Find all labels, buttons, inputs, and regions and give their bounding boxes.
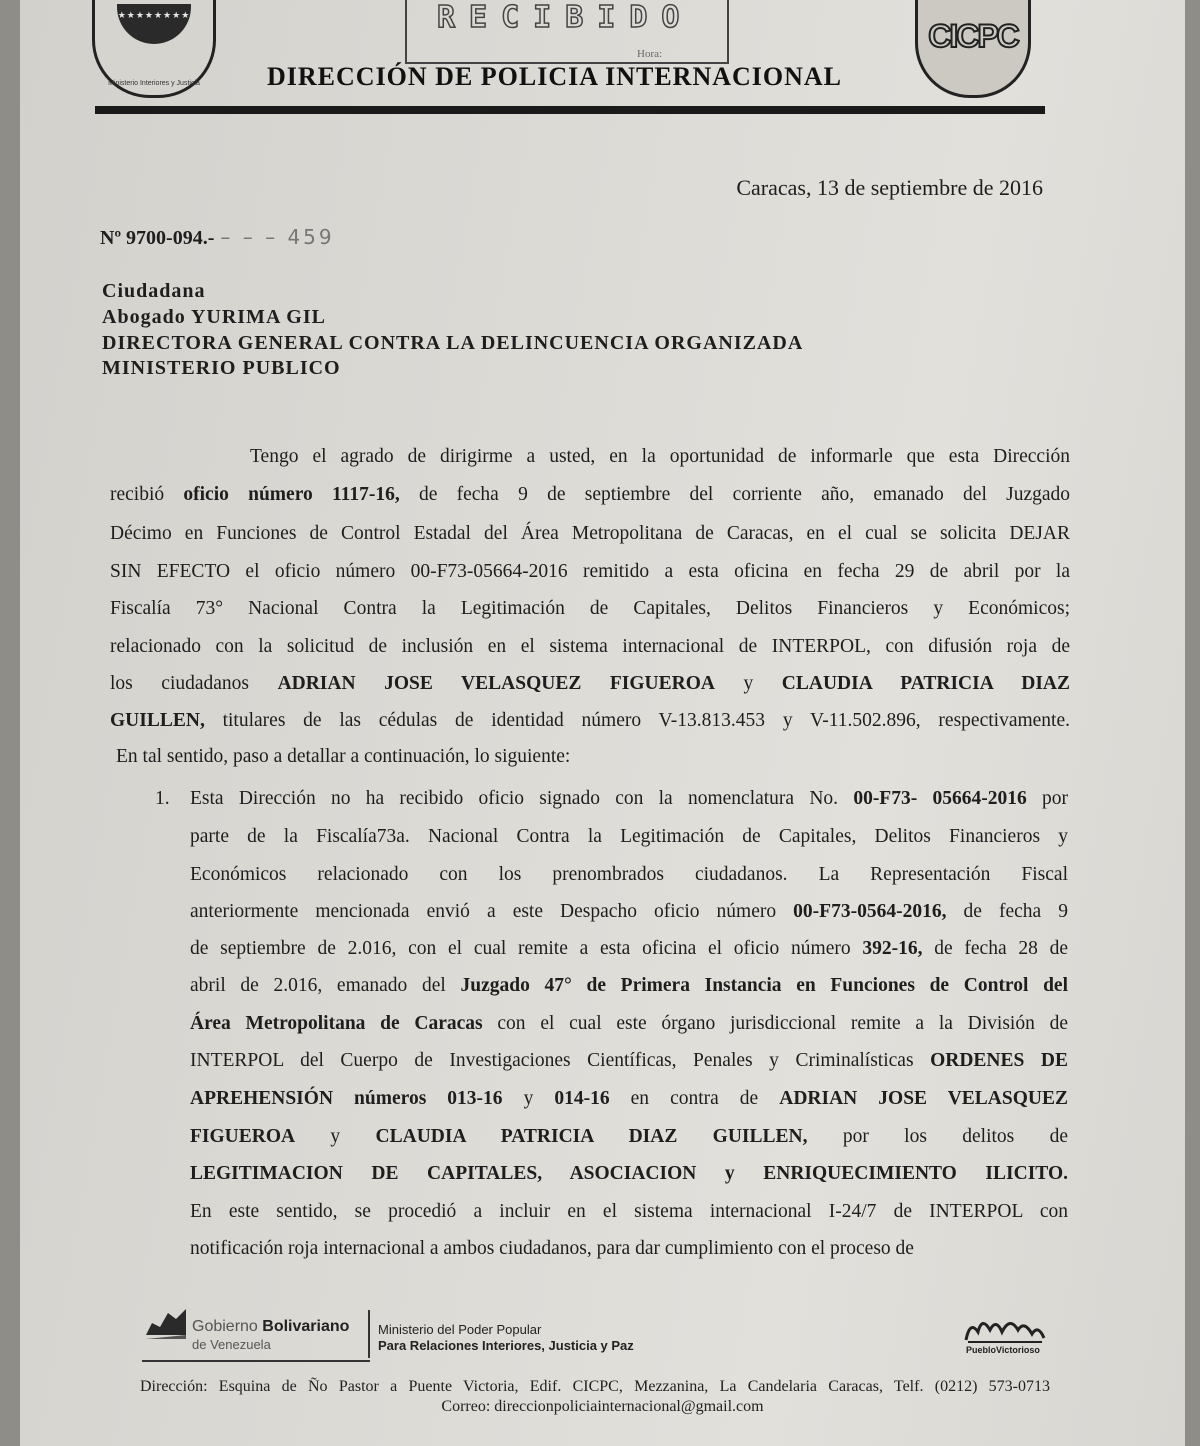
cicpc-monogram: CICPC [928,18,1018,54]
reference-number [100,225,335,250]
ministry-seal-logo [92,0,216,98]
item-line: Económicos relacionado con los prenombrados ciudadanos. La Representación Fiscal [190,864,1068,885]
body-line: En tal sentido, paso a detallar a continuación, lo siguiente: [116,746,571,767]
item-line: FIGUEROA y CLAUDIA PATRICIA DIAZ GUILLEN, por los delitos de [190,1126,1069,1147]
item-line: anteriormente mencionada envió a este Despacho oficio número 00-F73-0564-2016, de fecha 9 [190,901,1068,922]
recipient-salutation: Ciudadana [102,280,206,302]
footer-address: Dirección: Esquina de Ño Pastor a Puente Victoria, Edif. CICPC, Mezzanina, La Candelaria Caracas, Telf. (0212) 573-0713 [140,1378,1050,1395]
ministry-line-2: Para Relaciones Interiores, Justicia y Paz [378,1338,634,1353]
recipient-name: Abogado YURIMA GIL [102,306,326,328]
list-item-number: 1. [155,788,170,809]
seal-ring-text: Ministerio Interiores y Justicia [108,80,200,87]
body-line: Tengo el agrado de dirigirme a usted, en la oportunidad de informarle que esta Dirección [250,446,1070,467]
recipient-institution: MINISTERIO PUBLICO [102,357,341,379]
item-line: En este sentido, se procedió a incluir en el sistema internacional I-24/7 de INTERPOL con [190,1201,1068,1222]
body-line: Fiscalía 73° Nacional Contra la Legitimación de Capitales, Delitos Financieros y Económicos; [110,598,1070,619]
item-line: APREHENSIÓN números 013-16 y 014-16 en contra de ADRIAN JOSE VELASQUEZ [190,1088,1069,1109]
cicpc-shield-logo [915,0,1031,98]
item-line: LEGITIMACION DE CAPITALES, ASOCIACION y ENRIQUECIMIENTO ILICITO. [190,1163,1068,1184]
document-page [20,0,1185,1446]
item-line: abril de 2.016, emanado del Juzgado 47° de Primera Instancia en Funciones de Control del [190,975,1068,996]
stamp-word: RECIBIDO [437,0,694,35]
government-flag-icon [142,1305,190,1345]
stamp-hora: Hora: [637,48,663,60]
footer-email: Correo: direccionpoliciainternacional@gmail.com [441,1398,764,1415]
item-line: notificación roja internacional a ambos ciudadanos, para dar cumplimiento con el proceso de [190,1238,914,1259]
item-line: Área Metropolitana de Caracas con el cual este órgano jurisdiccional remite a la División de [190,1013,1068,1034]
footer-separator [368,1310,370,1358]
recipient-position: DIRECTORA GENERAL CONTRA LA DELINCUENCIA ORGANIZADA [102,332,804,354]
header-divider [95,106,1045,114]
item-line: de septiembre de 2.016, con el cual remite a esta oficina el oficio número 392-16, de fecha 28 de [190,938,1068,959]
body-line: relacionado con la solicitud de inclusión en el sistema internacional de INTERPOL, con difusión roja de [110,636,1070,657]
item-line: INTERPOL del Cuerpo de Investigaciones Científicas, Penales y Criminalísticas ORDENES DE [190,1050,1068,1071]
document-date: Caracas, 13 de septiembre de 2016 [736,175,1043,200]
body-line: Décimo en Funciones de Control Estadal del Área Metropolitana de Caracas, en el cual se solicita DEJAR [110,523,1070,544]
star-flag-icon: ★★★★★★★★ [117,4,191,44]
body-line: GUILLEN, titulares de las cédulas de identidad número V-13.813.453 y V-11.502.896, respectivamente. [110,710,1070,731]
received-stamp [405,0,729,64]
body-line: recibió oficio número 1117-16, de fecha 9 de septiembre del corriente año, emanado del Juzgado [110,484,1070,505]
body-line: los ciudadanos ADRIAN JOSE VELASQUEZ FIGUEROA y CLAUDIA PATRICIA DIAZ [110,673,1071,694]
reference-printed: Nº 9700-094.- [100,227,215,249]
footer-underline [142,1360,370,1362]
government-name: Gobierno Bolivariano [192,1318,350,1335]
ministry-line-1: Ministerio del Poder Popular [378,1322,542,1337]
body-line: SIN EFECTO el oficio número 00-F73-05664-2016 remitido a esta oficina en fecha 29 de abril por la [110,561,1070,582]
reference-handwritten: – – – 459 [220,225,335,249]
header-title: DIRECCIÓN DE POLICIA INTERNACIONAL [267,62,843,91]
government-country: de Venezuela [192,1337,271,1352]
item-line: parte de la Fiscalía73a. Nacional Contra la Legitimación de Capitales, Delitos Financieros y [190,826,1068,847]
pueblo-victorioso-text: PuebloVictorioso [966,1345,1040,1355]
item-line: Esta Dirección no ha recibido oficio signado con la nomenclatura No. 00-F73- 05664-2016 por [190,788,1068,809]
